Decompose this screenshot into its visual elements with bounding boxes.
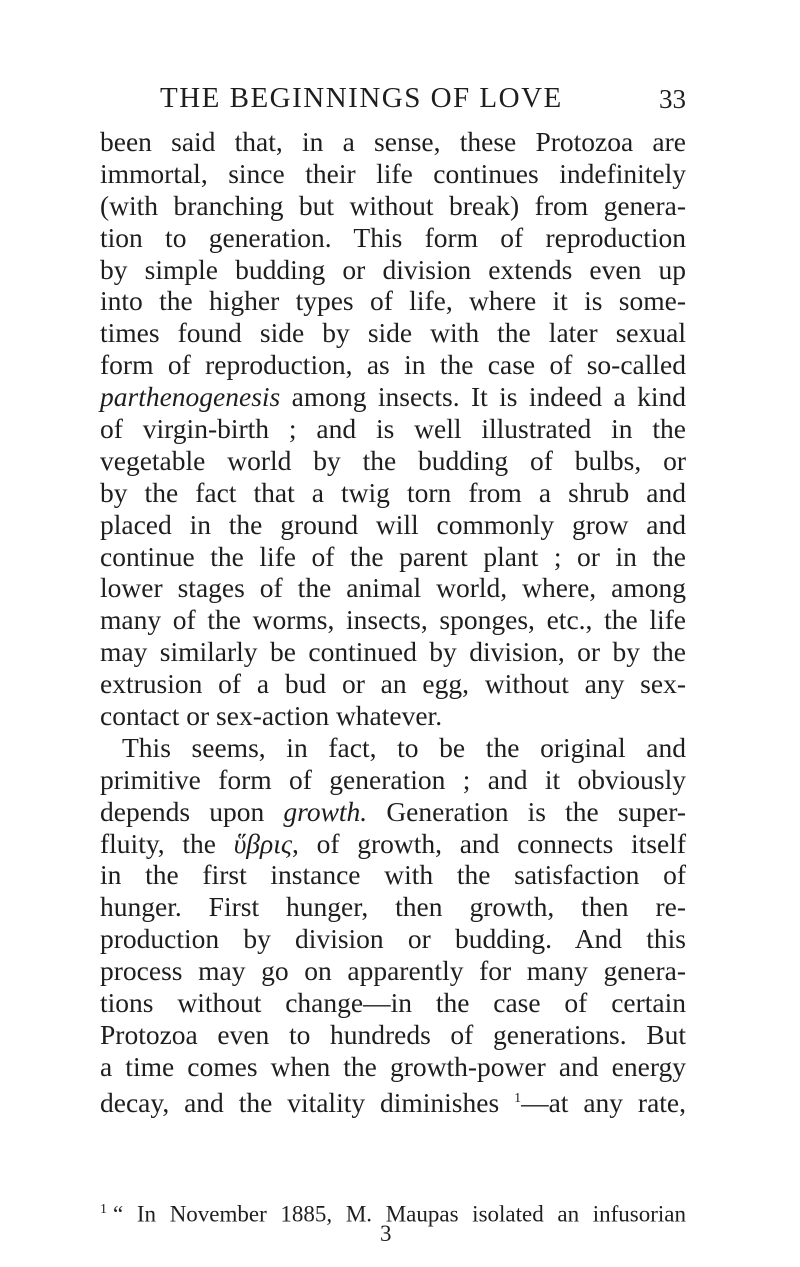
text-line <box>100 1083 687 1118</box>
text-line: by the fact that a twig torn from a shrub and <box>100 476 686 508</box>
text-fragment: , of growth, and connects itself <box>292 827 687 859</box>
text-fragment: depends upon <box>100 795 284 827</box>
text-fragment: Generation is the super- <box>367 795 686 827</box>
footnote-marker: 1 <box>100 1202 107 1217</box>
text-line: (with branching but without break) from genera- <box>100 189 686 221</box>
footnote-reference[interactable]: 1 <box>514 1090 522 1106</box>
text-line: a time comes when the growth-power and energy <box>100 1050 686 1082</box>
text-line: immortal, since their life continues indefinitely <box>100 157 686 189</box>
text-line: lower stages of the animal world, where, among <box>100 572 686 604</box>
text-line: hunger. First hunger, then growth, then re- <box>100 891 686 923</box>
text-fragment: among insects. It is indeed a kind <box>280 381 686 413</box>
running-header <box>100 82 686 116</box>
italic-term: parthenogenesis <box>100 381 281 413</box>
italic-term: growth. <box>283 795 368 827</box>
greek-term: ὕβρις <box>233 827 293 859</box>
text-line: into the higher types of life, where it is some- <box>100 285 686 317</box>
text-fragment: —at any rate, <box>521 1086 687 1118</box>
text-line: vegetable world by the budding of bulbs, or <box>100 444 686 476</box>
signature-mark: 3 <box>380 1221 392 1246</box>
text-line: This seems, in fact, to be the original and <box>122 731 686 763</box>
text-line: primitive form of generation ; and it obviously <box>100 763 686 795</box>
text-line: extrusion of a bud or an egg, without any sex- <box>100 668 686 700</box>
text-line <box>100 828 686 860</box>
text-line: form of reproduction, as in the case of so-called <box>100 349 686 381</box>
text-line: contact or sex-action whatever. <box>100 700 443 732</box>
text-fragment: fluity, the <box>100 827 234 859</box>
text-line: continue the life of the parent plant ; or in the <box>100 540 686 572</box>
footnote <box>100 1196 686 1229</box>
footnote-text: “ In November 1885, M. Maupas isolated an infusorian <box>113 1201 686 1227</box>
text-line: times found side by side with the later sexual <box>100 317 686 349</box>
text-line <box>100 381 686 413</box>
text-line: many of the worms, insects, sponges, etc., the life <box>100 604 686 636</box>
text-line: of virgin-birth ; and is well illustrated in the <box>100 413 686 445</box>
text-line: Protozoa even to hundreds of generations. But <box>100 1018 686 1050</box>
text-line: tions without change—in the case of certain <box>100 987 686 1019</box>
text-line: in the first instance with the satisfaction of <box>100 859 686 891</box>
running-title: THE BEGINNINGS OF LOVE <box>160 82 563 114</box>
body-text <box>100 126 687 1118</box>
text-line: tion to generation. This form of reproduction <box>100 221 686 253</box>
text-line <box>100 796 686 828</box>
text-line: by simple budding or division extends even up <box>100 253 686 285</box>
text-line: process may go on apparently for many genera- <box>100 955 686 987</box>
page-number: 33 <box>659 84 686 114</box>
text-line: been said that, in a sense, these Protozoa are <box>100 126 686 157</box>
text-line: production by division or budding. And this <box>100 923 686 955</box>
text-line: placed in the ground will commonly grow and <box>100 508 686 540</box>
text-fragment: decay, and the vitality diminishes <box>100 1086 515 1118</box>
text-line: may similarly be continued by division, or by the <box>100 636 686 668</box>
